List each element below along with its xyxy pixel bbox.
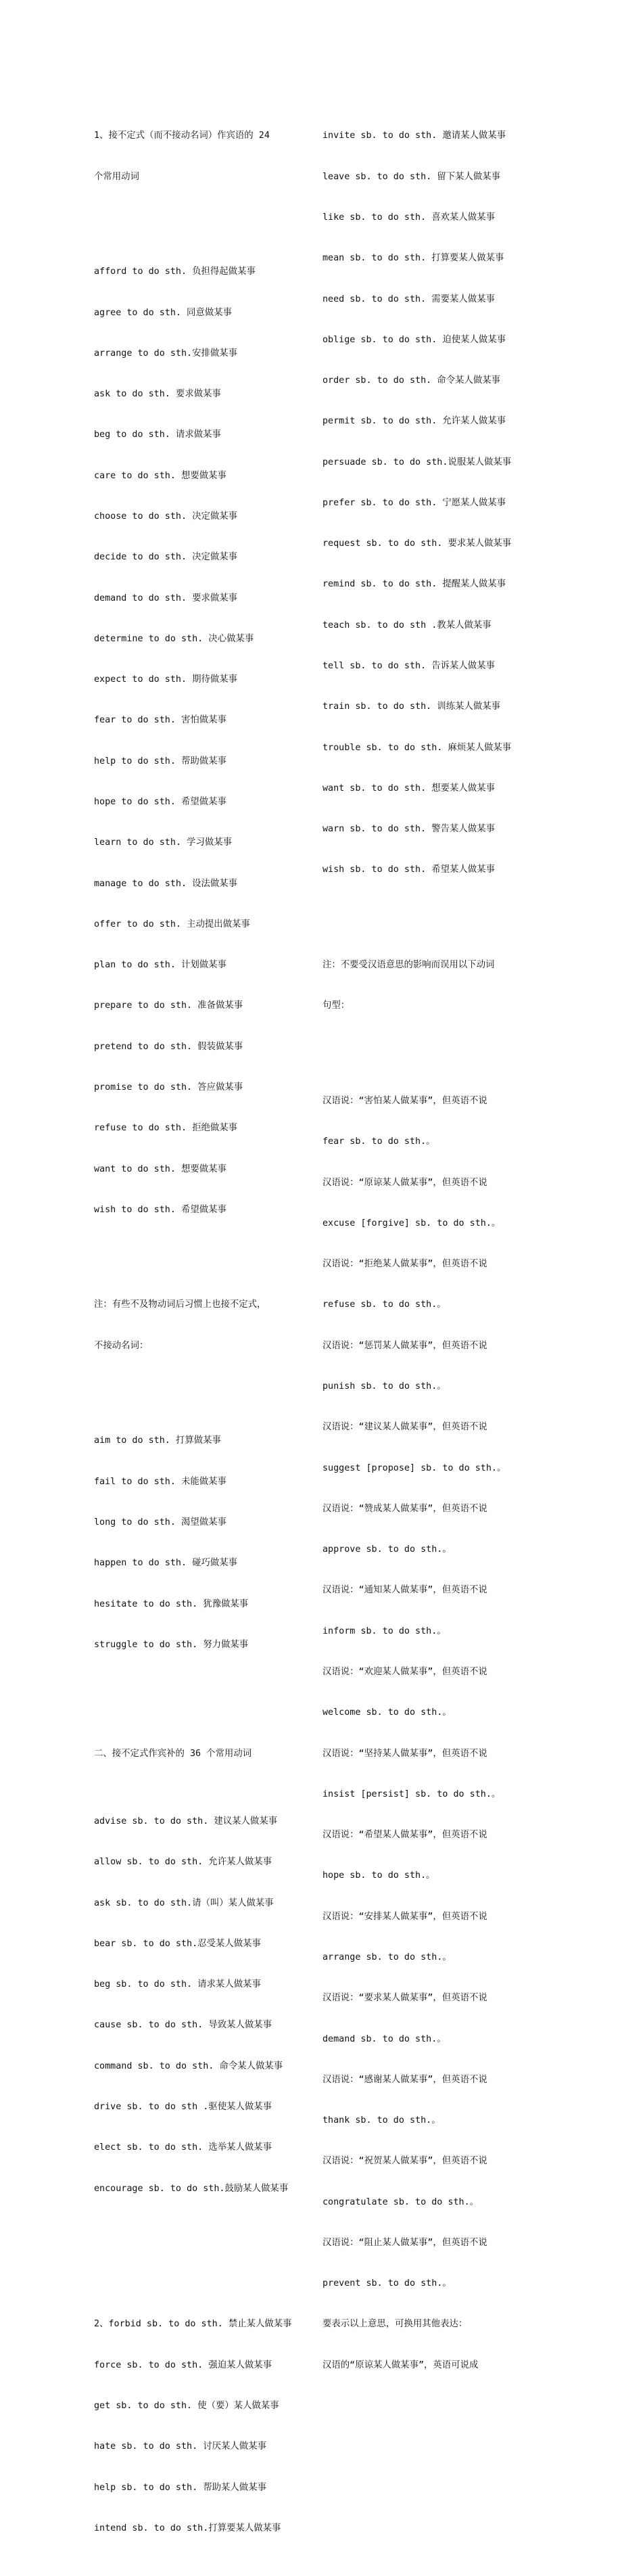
verb-entry: drive sb. to do sth .驱使某人做某事 (94, 2101, 272, 2112)
note-entry: arrange sb. to do sth.。 (322, 1952, 452, 1962)
note-entry: 汉语说：“祝贺某人做某事”，但英语不说 (322, 2156, 487, 2167)
verb-entry: permit sb. to do sth. 允许某人做某事 (322, 416, 506, 427)
right-column (322, 75, 532, 2413)
note-entry: thank sb. to do sth.。 (322, 2115, 441, 2126)
verb-entry: request sb. to do sth. 要求某人做某事 (322, 538, 512, 549)
verb-entry: pretend to do sth. 假装做某事 (94, 1041, 243, 1052)
verb-entry: learn to do sth. 学习做某事 (94, 837, 233, 848)
verb-entry: ask sb. to do sth.请（叫）某人做某事 (94, 1898, 274, 1908)
verb-entry: ask to do sth. 要求做某事 (94, 389, 221, 400)
verb-entry: encourage sb. to do sth.鼓励某人做某事 (94, 2183, 289, 2194)
verb-entry: elect sb. to do sth. 选举某人做某事 (94, 2142, 272, 2153)
verb-entry: bear sb. to do sth.忍受某人做某事 (94, 1938, 261, 1949)
verb-entry: fear to do sth. 害怕做某事 (94, 715, 226, 726)
verb-entry: hate sb. to do sth. 讨厌某人做某事 (94, 2441, 266, 2452)
verb-entry: arrange to do sth.安排做某事 (94, 348, 238, 359)
note-entry: 汉语说：“坚持某人做某事”，但英语不说 (322, 1748, 487, 1759)
verb-entry: fail to do sth. 未能做某事 (94, 1476, 226, 1487)
verb-entry: leave sb. to do sth. 留下某人做某事 (322, 171, 501, 182)
section2b-list (94, 2291, 310, 2562)
verb-entry: determine to do sth. 决心做某事 (94, 633, 254, 644)
verb-entry: command sb. to do sth. 命令某人做某事 (94, 2061, 283, 2071)
verb-entry: train sb. to do sth. 训练某人做某事 (322, 702, 501, 712)
note-entry: congratulate sb. to do sth.。 (322, 2196, 479, 2207)
verb-entry: beg sb. to do sth. 请求某人做某事 (94, 1979, 261, 1990)
section1-title-line: 1、接不定式（而不接动名词）作宾语的 24 (94, 131, 270, 141)
verb-entry: offer to do sth. 主动提出做某事 (94, 919, 250, 929)
note-entry: 要表示以上意思，可换用其他表达： (322, 2319, 468, 2330)
verb-entry: 2、forbid sb. to do sth. 禁止某人做某事 (94, 2319, 292, 2330)
note1-line: 注：有些不及物动词后习惯上也接不定式， (94, 1300, 266, 1310)
verb-entry: trouble sb. to do sth. 麻烦某人做某事 (322, 742, 512, 753)
verb-entry: like sb. to do sth. 喜欢某人做某事 (322, 212, 495, 223)
verb-entry: decide to do sth. 决定做某事 (94, 552, 238, 563)
verb-entry: want to do sth. 想要做某事 (94, 1164, 226, 1174)
right-verb-list (322, 102, 532, 904)
verb-entry: tell sb. to do sth. 告诉某人做某事 (322, 661, 495, 672)
verb-entry: want sb. to do sth. 想要某人做某事 (322, 783, 495, 794)
verb-entry: prepare to do sth. 准备做某事 (94, 1001, 243, 1011)
verb-entry: cause sb. to do sth. 导致某人做某事 (94, 2020, 272, 2031)
note-entry: 汉语说：“感谢某人做某事”，但英语不说 (322, 2074, 487, 2085)
verb-entry: invite sb. to do sth. 邀请某人做某事 (322, 131, 506, 141)
note-entry: 汉语说：“赞成某人做某事”，但英语不说 (322, 1503, 487, 1514)
spacer (94, 1706, 310, 1720)
note-entry: 汉语说：“拒绝某人做某事”，但英语不说 (322, 1259, 487, 1270)
note-entry: 汉语说：“安排某人做某事”，但英语不说 (322, 1911, 487, 1922)
verb-entry: help to do sth. 帮助做某事 (94, 756, 226, 766)
verb-entry: get sb. to do sth. 使（要）某人做某事 (94, 2401, 279, 2412)
note-entry: 汉语说：“欢迎某人做某事”，但英语不说 (322, 1666, 487, 1677)
verb-entry: aim to do sth. 打算做某事 (94, 1435, 221, 1446)
note2-line: 句型： (322, 1001, 350, 1011)
verb-entry: agree to do sth. 同意做某事 (94, 307, 233, 318)
verb-entry: wish to do sth. 希望做某事 (94, 1204, 226, 1215)
note-entry: 汉语说：“原谅某人做某事”，但英语不说 (322, 1177, 487, 1188)
verb-entry: long to do sth. 渴望做某事 (94, 1517, 226, 1527)
verb-entry: intend sb. to do sth.打算要某人做某事 (94, 2523, 281, 2533)
verb-entry: demand to do sth. 要求做某事 (94, 593, 238, 603)
verb-entry: mean sb. to do sth. 打算要某人做某事 (322, 253, 504, 264)
verb-entry: wish sb. to do sth. 希望某人做某事 (322, 865, 495, 875)
note-entry: insist [persist] sb. to do sth.。 (322, 1789, 501, 1799)
verb-entry: choose to do sth. 决定做某事 (94, 511, 238, 522)
note-entry: refuse sb. to do sth.。 (322, 1300, 446, 1310)
verb-entry: struggle to do sth. 努力做某事 (94, 1639, 249, 1650)
verb-entry: need sb. to do sth. 需要某人做某事 (322, 294, 495, 304)
note-entry: approve sb. to do sth.。 (322, 1544, 452, 1555)
note-entry: 汉语说：“要求某人做某事”，但英语不说 (322, 1993, 487, 2004)
section2-list (94, 1788, 310, 2223)
section1-title (94, 102, 310, 211)
verb-entry: oblige sb. to do sth. 迫使某人做某事 (322, 334, 506, 345)
note-entry: 汉语说：“通知某人做某事”，但英语不说 (322, 1585, 487, 1596)
note-entry: 汉语说：“害怕某人做某事”，但英语不说 (322, 1096, 487, 1107)
section2-title: 二、接不定式作宾补的 36 个常用动词 (94, 1748, 252, 1759)
note-entry: demand sb. to do sth.。 (322, 2033, 446, 2044)
verb-entry: help sb. to do sth. 帮助某人做某事 (94, 2482, 266, 2493)
note-entry: 汉语说：“建议某人做某事”，但英语不说 (322, 1422, 487, 1433)
note-entry: prevent sb. to do sth.。 (322, 2278, 452, 2289)
verb-entry: warn sb. to do sth. 警告某人做某事 (322, 824, 495, 835)
note1 (94, 1271, 310, 1380)
verb-entry: afford to do sth. 负担得起做某事 (94, 267, 256, 277)
note2-list (322, 1067, 532, 2399)
verb-entry: expect to do sth. 期待做某事 (94, 674, 238, 685)
verb-entry: advise sb. to do sth. 建议某人做某事 (94, 1816, 278, 1826)
left-column (94, 75, 310, 2576)
verb-entry: allow sb. to do sth. 允许某人做某事 (94, 1857, 272, 1868)
note2-line: 注：不要受汉语意思的影响而误用以下动词 (322, 960, 495, 971)
spacer (94, 2250, 310, 2263)
verb-entry: happen to do sth. 碰巧做某事 (94, 1558, 238, 1569)
verb-entry: order sb. to do sth. 命令某人做某事 (322, 375, 501, 386)
verb-entry: plan to do sth. 计划做某事 (94, 960, 226, 971)
verb-entry: teach sb. to do sth .教某人做某事 (322, 620, 492, 630)
note-entry: punish sb. to do sth.。 (322, 1381, 446, 1392)
note-entry: inform sb. to do sth.。 (322, 1626, 446, 1636)
note-entry: fear sb. to do sth.。 (322, 1136, 435, 1147)
verb-entry: remind sb. to do sth. 提醒某人做某事 (322, 579, 506, 590)
verb-entry: force sb. to do sth. 强迫某人做某事 (94, 2360, 272, 2370)
section1-list (94, 238, 310, 1244)
note1-line: 不接动名词： (94, 1340, 149, 1351)
note-entry: 汉语说：“希望某人做某事”，但英语不说 (322, 1830, 487, 1841)
note-entry: 汉语说：“惩罚某人做某事”，但英语不说 (322, 1340, 487, 1351)
verb-entry: refuse to do sth. 拒绝做某事 (94, 1123, 238, 1134)
verb-entry: prefer sb. to do sth. 宁愿某人做某事 (322, 497, 506, 508)
note-entry: suggest [propose] sb. to do sth.。 (322, 1463, 506, 1473)
verb-entry: hesitate to do sth. 犹豫做某事 (94, 1598, 249, 1609)
verb-entry: persuade sb. to do sth.说服某人做某事 (322, 457, 512, 467)
verb-entry: care to do sth. 想要做某事 (94, 470, 226, 481)
verb-entry: manage to do sth. 设法做某事 (94, 878, 238, 889)
verb-entry: hope to do sth. 希望做某事 (94, 796, 226, 807)
note2 (322, 932, 532, 1040)
verb-entry: promise to do sth. 答应做某事 (94, 1082, 243, 1092)
note-entry: 汉语的“原谅某人做某事”，英语可说成 (322, 2360, 479, 2370)
note-entry: excuse [forgive] sb. to do sth.。 (322, 1218, 501, 1228)
verb-entry: beg to do sth. 请求做某事 (94, 430, 221, 440)
note1-list (94, 1407, 310, 1679)
note-entry: welcome sb. to do sth.。 (322, 1707, 452, 1718)
note-entry: hope sb. to do sth.。 (322, 1870, 435, 1881)
note-entry: 汉语说：“阻止某人做某事”，但英语不说 (322, 2237, 487, 2248)
section1-title-line: 个常用动词 (94, 171, 139, 182)
